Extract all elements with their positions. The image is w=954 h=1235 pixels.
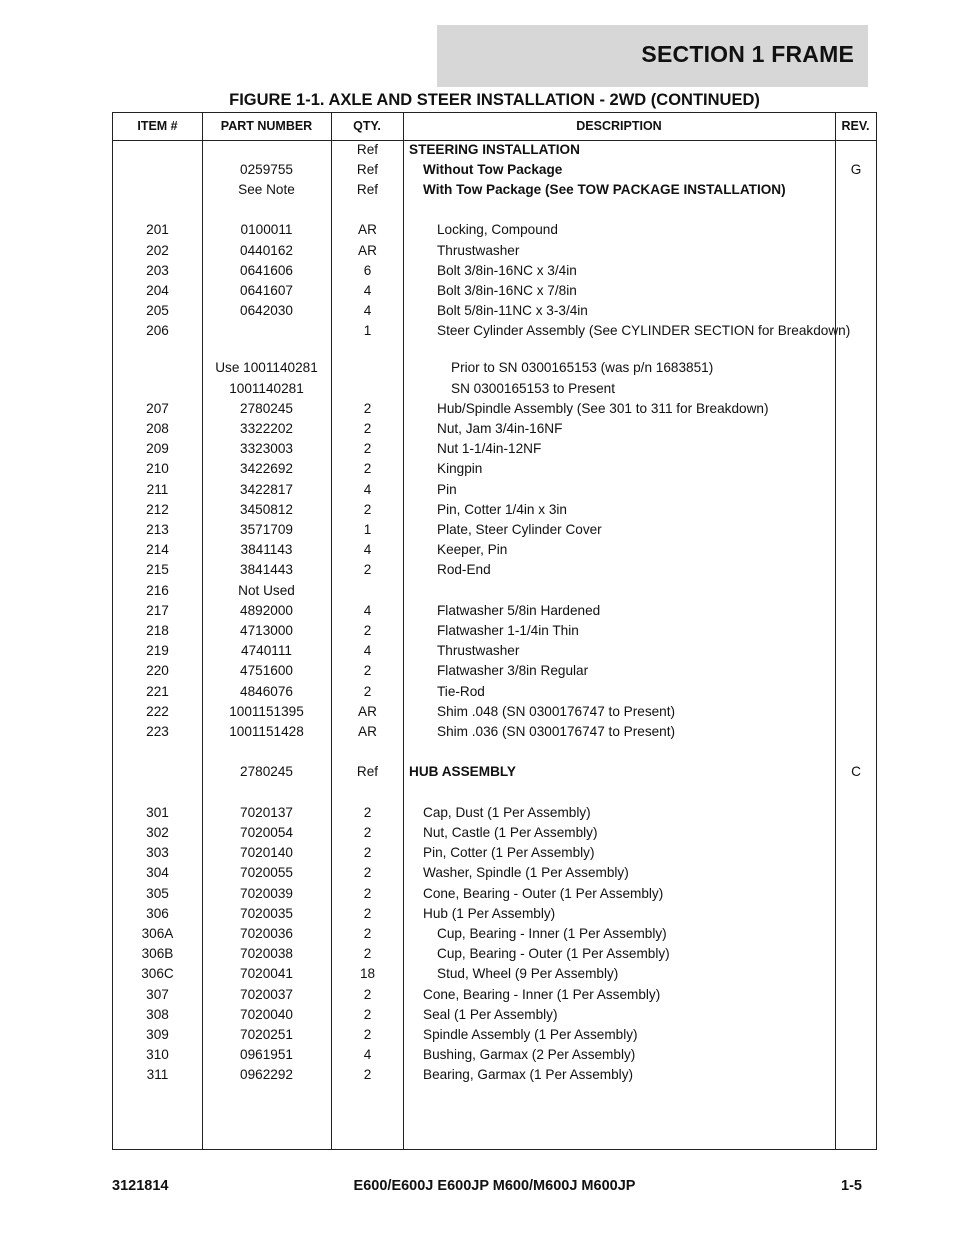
description: Plate, Steer Cylinder Cover	[437, 521, 602, 537]
item-number: 204	[146, 282, 169, 298]
part-number: 7020054	[240, 824, 293, 840]
part-number: 0440162	[240, 242, 293, 258]
revision: C	[851, 764, 861, 780]
item-number: 216	[146, 582, 169, 598]
description: Pin	[437, 481, 457, 497]
description: Tie-Rod	[437, 683, 485, 699]
part-number: 1001140281	[229, 380, 304, 396]
quantity: 2	[363, 461, 372, 477]
description: Bearing, Garmax (1 Per Assembly)	[423, 1067, 634, 1083]
quantity: 4	[363, 303, 372, 319]
part-number: 4751600	[240, 663, 293, 679]
quantity: 2	[363, 1026, 372, 1042]
quantity: 2	[363, 663, 372, 679]
description: Flatwasher 3/8in Regular	[437, 663, 589, 679]
description: Pin, Cotter (1 Per Assembly)	[423, 845, 595, 861]
item-number: 308	[146, 1006, 169, 1022]
description: Kingpin	[437, 461, 483, 477]
description: Bolt 3/8in-16NC x 3/4in	[437, 262, 577, 278]
quantity: 4	[363, 602, 372, 618]
description: Cone, Bearing - Inner (1 Per Assembly)	[423, 986, 661, 1002]
item-number: 218	[146, 622, 169, 638]
description: Flatwasher 1-1/4in Thin	[437, 622, 579, 638]
quantity: Ref	[356, 764, 379, 780]
item-number: 306B	[141, 946, 174, 962]
description: Nut, Jam 3/4in-16NF	[437, 420, 563, 436]
description: Seal (1 Per Assembly)	[423, 1006, 558, 1022]
quantity: 4	[363, 282, 372, 298]
quantity: 2	[363, 905, 372, 921]
description: Flatwasher 5/8in Hardened	[437, 602, 601, 618]
item-number: 306	[146, 905, 169, 921]
quantity: 2	[363, 683, 372, 699]
quantity: 1	[363, 323, 372, 339]
item-number: 311	[146, 1067, 169, 1083]
part-number: 3571709	[240, 521, 293, 537]
item-number: 223	[146, 723, 169, 739]
part-number: Not Used	[238, 582, 295, 598]
quantity: 2	[363, 441, 372, 457]
header-part-number: PART NUMBER	[220, 119, 313, 133]
figure-title: FIGURE 1-1. AXLE AND STEER INSTALLATION - 2WD (CONTINUED)	[229, 91, 760, 109]
item-number: 221	[146, 683, 169, 699]
item-number: 210	[146, 461, 169, 477]
item-number: 217	[146, 602, 169, 618]
quantity: 4	[363, 542, 372, 558]
part-number: 7020039	[240, 885, 293, 901]
item-number: 306A	[141, 925, 174, 941]
part-number: See Note	[238, 181, 295, 197]
description: Washer, Spindle (1 Per Assembly)	[423, 865, 629, 881]
quantity: 2	[363, 501, 372, 517]
part-number: 4892000	[240, 602, 293, 618]
item-number: 212	[146, 501, 169, 517]
description: Cap, Dust (1 Per Assembly)	[423, 804, 591, 820]
quantity: 1	[363, 521, 372, 537]
quantity: 4	[363, 643, 372, 659]
quantity: AR	[358, 723, 377, 739]
description: Cup, Bearing - Inner (1 Per Assembly)	[437, 925, 667, 941]
header-rev: REV.	[841, 119, 870, 133]
description: Nut 1-1/4in-12NF	[437, 441, 542, 457]
description: Prior to SN 0300165153 (was p/n 1683851)	[451, 360, 714, 376]
part-number: 7020037	[240, 986, 293, 1002]
description: Hub (1 Per Assembly)	[423, 905, 556, 921]
quantity: 2	[363, 885, 372, 901]
description: Bushing, Garmax (2 Per Assembly)	[423, 1047, 636, 1063]
part-number: 0641607	[240, 282, 293, 298]
quantity: 2	[363, 562, 372, 578]
part-number: 4713000	[240, 622, 293, 638]
description: Shim .036 (SN 0300176747 to Present)	[437, 723, 676, 739]
description: Pin, Cotter 1/4in x 3in	[437, 501, 567, 517]
description: Keeper, Pin	[437, 542, 508, 558]
description: Cup, Bearing - Outer (1 Per Assembly)	[437, 946, 670, 962]
part-number: 3450812	[240, 501, 293, 517]
footer-models: E600/E600J E600JP M600/M600J M600JP	[353, 1178, 636, 1194]
quantity: Ref	[356, 141, 379, 157]
section-header	[437, 25, 868, 87]
part-number: 7020137	[240, 804, 293, 820]
description: STEERING INSTALLATION	[409, 141, 580, 157]
footer-page-number: 1-5	[841, 1178, 862, 1194]
part-number: 7020040	[240, 1006, 293, 1022]
part-number: 0962292	[240, 1067, 293, 1083]
item-number: 301	[146, 804, 169, 820]
description: SN 0300165153 to Present	[451, 380, 616, 396]
quantity: AR	[358, 222, 377, 238]
quantity: 2	[363, 865, 372, 881]
item-number: 222	[146, 703, 169, 719]
quantity: 2	[363, 1006, 372, 1022]
item-number: 305	[146, 885, 169, 901]
part-number: 3322202	[240, 420, 293, 436]
part-number: 7020041	[240, 966, 293, 982]
quantity: 2	[363, 400, 372, 416]
item-number: 202	[146, 242, 169, 258]
part-number: 0100011	[240, 222, 293, 238]
description: Hub/Spindle Assembly (See 301 to 311 for Breakdown)	[437, 400, 769, 416]
item-number: 203	[146, 262, 169, 278]
description: Nut, Castle (1 Per Assembly)	[423, 824, 598, 840]
part-number: 0961951	[240, 1047, 293, 1063]
item-number: 307	[146, 986, 169, 1002]
part-number: 0259755	[240, 161, 293, 177]
item-number: 214	[146, 542, 169, 558]
header-qty: QTY.	[353, 119, 381, 133]
part-number: 3841443	[240, 562, 293, 578]
item-number: 304	[146, 865, 169, 881]
part-number: 3422817	[240, 481, 293, 497]
quantity: 2	[363, 804, 372, 820]
part-number: Use 1001140281	[215, 360, 318, 376]
item-number: 213	[146, 521, 169, 537]
quantity: 2	[363, 824, 372, 840]
quantity: 2	[363, 420, 372, 436]
part-number: 7020140	[240, 845, 293, 861]
part-number: 3422692	[240, 461, 293, 477]
part-number: 7020038	[240, 946, 293, 962]
item-number: 205	[146, 303, 169, 319]
description: Shim .048 (SN 0300176747 to Present)	[437, 703, 676, 719]
item-number: 302	[146, 824, 169, 840]
part-number: 2780245	[240, 400, 293, 416]
header-item: ITEM #	[137, 119, 178, 133]
column-divider	[403, 113, 404, 1149]
quantity: 18	[359, 966, 376, 982]
item-number: 303	[146, 845, 169, 861]
part-number: 4846076	[240, 683, 293, 699]
quantity: AR	[358, 703, 377, 719]
part-number: 7020251	[240, 1026, 293, 1042]
item-number: 219	[146, 643, 169, 659]
item-number: 310	[146, 1047, 169, 1063]
quantity: 2	[363, 1067, 372, 1083]
quantity: Ref	[356, 161, 379, 177]
description: Rod-End	[437, 562, 491, 578]
part-number: 1001151428	[229, 723, 304, 739]
part-number: 3323003	[240, 441, 293, 457]
part-number: 3841143	[240, 542, 293, 558]
item-number: 206	[146, 323, 169, 339]
quantity: 4	[363, 481, 372, 497]
description: Without Tow Package	[423, 161, 563, 177]
description: Spindle Assembly (1 Per Assembly)	[423, 1026, 638, 1042]
quantity: 2	[363, 925, 372, 941]
quantity: 2	[363, 845, 372, 861]
item-number: 207	[146, 400, 169, 416]
description: Cone, Bearing - Outer (1 Per Assembly)	[423, 885, 664, 901]
item-number: 309	[146, 1026, 169, 1042]
item-number: 306C	[141, 966, 174, 982]
item-number: 208	[146, 420, 169, 436]
quantity: 2	[363, 986, 372, 1002]
description: Bolt 5/8in-11NC x 3-3/4in	[437, 303, 588, 319]
quantity: 4	[363, 1047, 372, 1063]
description: Thrustwasher	[437, 242, 520, 258]
part-number: 7020035	[240, 905, 293, 921]
quantity: 2	[363, 946, 372, 962]
quantity: 6	[363, 262, 372, 278]
part-number: 0642030	[240, 303, 293, 319]
item-number: 211	[146, 481, 169, 497]
item-number: 215	[146, 562, 169, 578]
part-number: 4740111	[241, 643, 292, 659]
description: HUB ASSEMBLY	[409, 764, 517, 780]
description: With Tow Package (See TOW PACKAGE INSTALLATION)	[423, 181, 786, 197]
part-number: 7020055	[240, 865, 293, 881]
description: Bolt 3/8in-16NC x 7/8in	[437, 282, 577, 298]
description: Locking, Compound	[437, 222, 558, 238]
section-title: SECTION 1 FRAME	[641, 41, 854, 67]
part-number: 7020036	[240, 925, 293, 941]
quantity: Ref	[356, 181, 379, 197]
footer-doc-number: 3121814	[112, 1178, 169, 1194]
item-number: 201	[146, 222, 169, 238]
quantity: 2	[363, 622, 372, 638]
description: Stud, Wheel (9 Per Assembly)	[437, 966, 619, 982]
part-number: 0641606	[240, 262, 293, 278]
quantity: AR	[358, 242, 377, 258]
description: Steer Cylinder Assembly (See CYLINDER SECTION for Breakdown)	[437, 323, 851, 339]
revision: G	[850, 161, 862, 177]
part-number: 1001151395	[229, 703, 304, 719]
item-number: 209	[146, 441, 169, 457]
item-number: 220	[146, 663, 169, 679]
description: Thrustwasher	[437, 643, 520, 659]
parts-table	[112, 112, 877, 1150]
part-number: 2780245	[240, 764, 293, 780]
header-description: DESCRIPTION	[576, 119, 662, 133]
